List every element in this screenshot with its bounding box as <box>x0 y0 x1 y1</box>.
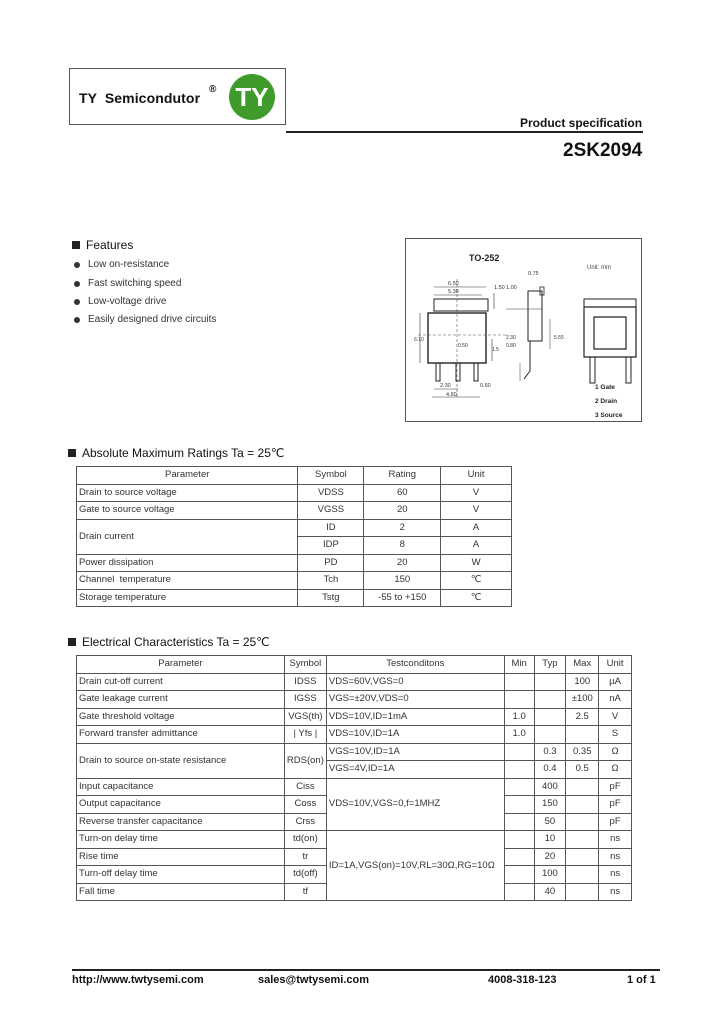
abs-max-bullet <box>68 449 76 457</box>
typ-cell <box>534 708 566 726</box>
symbol-cell: RDS(on) <box>284 743 326 778</box>
symbol-cell: PD <box>298 554 364 572</box>
unit-cell: pF <box>599 813 632 831</box>
table-row <box>77 708 632 726</box>
abs-max-table <box>76 466 512 607</box>
min-cell <box>504 691 534 709</box>
min-cell: 1.0 <box>504 726 534 744</box>
param-cell: Gate threshold voltage <box>77 708 285 726</box>
ty-logo: TY <box>229 74 275 120</box>
table-row <box>77 554 512 572</box>
param-cell: Rise time <box>77 848 285 866</box>
table-header-row <box>77 656 632 674</box>
svg-text:1.5: 1.5 <box>492 347 499 353</box>
symbol-cell: Tch <box>298 572 364 590</box>
svg-text:0.50: 0.50 <box>458 343 468 349</box>
max-cell <box>566 831 599 849</box>
rating-cell: 2 <box>364 519 441 537</box>
rating-cell: -55 to +150 <box>364 589 441 607</box>
symbol-cell: Coss <box>284 796 326 814</box>
column-header: Unit <box>599 656 632 674</box>
typ-cell: 0.4 <box>534 761 566 779</box>
table-row <box>77 519 512 537</box>
svg-text:0.75: 0.75 <box>528 271 539 277</box>
typ-cell: 0.3 <box>534 743 566 761</box>
param-cell: Storage temperature <box>77 589 298 607</box>
symbol-cell: IDSS <box>284 673 326 691</box>
unit-cell: ns <box>599 883 632 901</box>
min-cell: 1.0 <box>504 708 534 726</box>
max-cell: ±100 <box>566 691 599 709</box>
unit-cell: nA <box>599 691 632 709</box>
rating-cell: 20 <box>364 554 441 572</box>
condition-cell: VDS=10V,ID=1A <box>326 726 504 744</box>
table-row <box>77 778 632 796</box>
header-rule <box>286 131 643 133</box>
footer-website-link[interactable]: http://www.twtysemi.com <box>72 974 204 986</box>
pin-label-source: 3 Source <box>595 412 623 419</box>
column-header: Unit <box>441 467 512 485</box>
typ-cell: 400 <box>534 778 566 796</box>
features-title: Features <box>86 238 134 252</box>
param-cell: Reverse transfer capacitance <box>77 813 285 831</box>
min-cell <box>504 813 534 831</box>
symbol-cell: Tstg <box>298 589 364 607</box>
symbol-cell: VGSS <box>298 502 364 520</box>
svg-text:1.00: 1.00 <box>506 285 517 291</box>
company-name: TY Semicondutor <box>79 90 201 106</box>
param-cell: Drain cut-off current <box>77 673 285 691</box>
elec-table <box>76 655 632 901</box>
unit-cell: V <box>441 502 512 520</box>
condition-cell: VDS=60V,VGS=0 <box>326 673 504 691</box>
symbol-cell: IGSS <box>284 691 326 709</box>
min-cell <box>504 796 534 814</box>
symbol-cell: Ciss <box>284 778 326 796</box>
max-cell: 0.35 <box>566 743 599 761</box>
max-cell <box>566 813 599 831</box>
param-cell: Gate to source voltage <box>77 502 298 520</box>
param-cell: Output capacitance <box>77 796 285 814</box>
svg-text:6.50: 6.50 <box>448 281 459 287</box>
svg-text:2.30: 2.30 <box>506 335 516 341</box>
feature-dot <box>74 317 80 323</box>
svg-text:4.60: 4.60 <box>446 392 457 398</box>
symbol-cell: VGS(th) <box>284 708 326 726</box>
min-cell <box>504 831 534 849</box>
param-cell: Channel temperature <box>77 572 298 590</box>
unit-cell: µA <box>599 673 632 691</box>
condition-cell: ID=1A,VGS(on)=10V,RL=30Ω,RG=10Ω <box>326 831 504 901</box>
param-cell: Fall time <box>77 883 285 901</box>
table-row <box>77 743 632 761</box>
symbol-cell: VDSS <box>298 484 364 502</box>
column-header: Parameter <box>77 467 298 485</box>
param-cell: Input capacitance <box>77 778 285 796</box>
table-row <box>77 831 632 849</box>
max-cell: 2.5 <box>566 708 599 726</box>
svg-text:1.50: 1.50 <box>494 285 505 291</box>
unit-cell: ℃ <box>441 572 512 590</box>
unit-cell: S <box>599 726 632 744</box>
unit-cell: ns <box>599 866 632 884</box>
typ-cell: 100 <box>534 866 566 884</box>
param-cell: Drain current <box>77 519 298 554</box>
column-header: Min <box>504 656 534 674</box>
param-cell: Drain to source voltage <box>77 484 298 502</box>
unit-cell: V <box>441 484 512 502</box>
footer-phone: 4008-318-123 <box>488 974 557 986</box>
svg-text:5.30: 5.30 <box>448 289 459 295</box>
unit-cell: ℃ <box>441 589 512 607</box>
max-cell: 100 <box>566 673 599 691</box>
symbol-cell: td(off) <box>284 866 326 884</box>
unit-cell: ns <box>599 848 632 866</box>
svg-text:0.60: 0.60 <box>480 383 491 389</box>
package-outline-svg <box>406 239 641 421</box>
typ-cell <box>534 726 566 744</box>
footer-rule <box>72 969 660 971</box>
registered-mark: ® <box>209 84 217 95</box>
param-cell: Forward transfer admittance <box>77 726 285 744</box>
condition-cell: VDS=10V,VGS=0,f=1MHZ <box>326 778 504 831</box>
typ-cell: 10 <box>534 831 566 849</box>
feature-dot <box>74 299 80 305</box>
table-header-row <box>77 467 512 485</box>
part-number: 2SK2094 <box>563 140 643 161</box>
rating-cell: 8 <box>364 537 441 555</box>
rating-cell: 150 <box>364 572 441 590</box>
column-header: Testconditons <box>326 656 504 674</box>
unit-cell: pF <box>599 796 632 814</box>
typ-cell <box>534 673 566 691</box>
max-cell <box>566 796 599 814</box>
package-name: TO-252 <box>469 253 500 263</box>
table-row <box>77 572 512 590</box>
footer-email-link[interactable]: sales@twtysemi.com <box>258 974 369 986</box>
unit-cell: ns <box>599 831 632 849</box>
condition-cell: VDS=10V,ID=1mA <box>326 708 504 726</box>
min-cell <box>504 673 534 691</box>
param-cell: Power dissipation <box>77 554 298 572</box>
min-cell <box>504 883 534 901</box>
column-header: Parameter <box>77 656 285 674</box>
elec-bullet <box>68 638 76 646</box>
svg-text:2.30: 2.30 <box>440 383 451 389</box>
condition-cell: VGS=10V,ID=1A <box>326 743 504 761</box>
typ-cell: 150 <box>534 796 566 814</box>
svg-text:6.10: 6.10 <box>414 337 424 343</box>
typ-cell: 50 <box>534 813 566 831</box>
elec-title: Electrical Characteristics Ta = 25℃ <box>82 635 270 649</box>
typ-cell <box>534 691 566 709</box>
table-row <box>77 502 512 520</box>
column-header: Symbol <box>298 467 364 485</box>
svg-text:0.80: 0.80 <box>506 343 516 349</box>
param-cell: Drain to source on-state resistance <box>77 743 285 778</box>
rating-cell: 20 <box>364 502 441 520</box>
condition-cell: VGS=4V,ID=1A <box>326 761 504 779</box>
footer-page-number: 1 of 1 <box>627 974 656 986</box>
feature-item: Low on-resistance <box>88 259 170 270</box>
min-cell <box>504 761 534 779</box>
max-cell <box>566 883 599 901</box>
unit-cell: A <box>441 537 512 555</box>
pin-label-drain: 2 Drain <box>595 398 618 405</box>
column-header: Typ <box>534 656 566 674</box>
unit-cell: W <box>441 554 512 572</box>
param-cell: Turn-on delay time <box>77 831 285 849</box>
min-cell <box>504 778 534 796</box>
max-cell <box>566 866 599 884</box>
symbol-cell: Crss <box>284 813 326 831</box>
max-cell: 0.5 <box>566 761 599 779</box>
rating-cell: 60 <box>364 484 441 502</box>
max-cell <box>566 778 599 796</box>
feature-dot <box>74 281 80 287</box>
param-cell: Gate leakage current <box>77 691 285 709</box>
features-bullet <box>72 241 80 249</box>
min-cell <box>504 743 534 761</box>
feature-dot <box>74 262 80 268</box>
unit-cell: Ω <box>599 761 632 779</box>
symbol-cell: | Yfs | <box>284 726 326 744</box>
column-header: Max <box>566 656 599 674</box>
symbol-cell: tf <box>284 883 326 901</box>
max-cell <box>566 726 599 744</box>
unit-cell: A <box>441 519 512 537</box>
feature-item: Fast switching speed <box>88 278 182 289</box>
unit-cell: pF <box>599 778 632 796</box>
feature-item: Easily designed drive circuits <box>88 314 217 325</box>
table-row <box>77 691 632 709</box>
max-cell <box>566 848 599 866</box>
pin-label-gate: 1 Gate <box>595 384 615 391</box>
table-row <box>77 726 632 744</box>
product-spec-label: Product specification <box>520 116 643 130</box>
table-row <box>77 484 512 502</box>
min-cell <box>504 848 534 866</box>
condition-cell: VGS=±20V,VDS=0 <box>326 691 504 709</box>
package-unit: Unit: mm <box>587 265 611 271</box>
symbol-cell: ID <box>298 519 364 537</box>
typ-cell: 20 <box>534 848 566 866</box>
package-drawing <box>405 238 642 422</box>
symbol-cell: td(on) <box>284 831 326 849</box>
table-row <box>77 589 512 607</box>
column-header: Symbol <box>284 656 326 674</box>
svg-text:5.55: 5.55 <box>554 335 564 341</box>
table-row <box>77 673 632 691</box>
unit-cell: V <box>599 708 632 726</box>
typ-cell: 40 <box>534 883 566 901</box>
unit-cell: Ω <box>599 743 632 761</box>
symbol-cell: IDP <box>298 537 364 555</box>
min-cell <box>504 866 534 884</box>
param-cell: Turn-off delay time <box>77 866 285 884</box>
feature-item: Low-voltage drive <box>88 296 167 307</box>
column-header: Rating <box>364 467 441 485</box>
abs-max-title: Absolute Maximum Ratings Ta = 25℃ <box>82 446 285 460</box>
symbol-cell: tr <box>284 848 326 866</box>
